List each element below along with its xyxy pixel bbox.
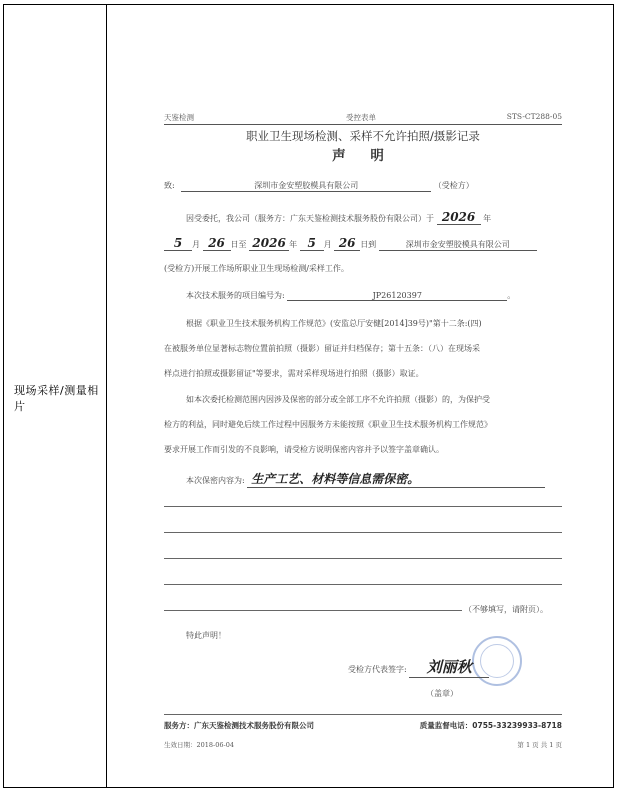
sign-label: 受检方代表签字: — [348, 665, 407, 674]
blank-line — [164, 532, 562, 533]
para2-company: 深圳市金安塑胶模具有限公司 — [379, 239, 537, 251]
header-left: 天鉴检测 — [164, 113, 194, 122]
secret-hand: 生产工艺、材料等信息需保密。 — [247, 470, 545, 488]
to-prefix: 致: — [164, 181, 175, 190]
attach-note: （不够填写，请附页）。 — [464, 605, 548, 614]
to-suffix: （受检方） — [433, 181, 474, 190]
declare: 特此声明！ — [186, 631, 226, 640]
para2 — [164, 236, 537, 251]
column-divider — [106, 5, 107, 787]
para3: (受检方)开展工作场所职业卫生现场检测/采样工作。 — [164, 264, 349, 273]
month2-hand: 5 — [300, 236, 324, 251]
para1 — [186, 210, 491, 225]
day1-unit: 日至 — [230, 240, 247, 249]
year-hand: 2026 — [437, 210, 481, 225]
month1-unit: 月 — [192, 240, 200, 249]
footer-provider: 服务方：广东天鉴检测技术服务股份有限公司 — [164, 721, 314, 730]
project-code-label: 本次技术服务的项目编号为: — [186, 291, 285, 300]
to-company: 深圳市金安塑胶模具有限公司 — [181, 180, 431, 192]
footer-effective-date: 生效日期：2018-06-04 — [164, 741, 234, 749]
day2-hand: 26 — [334, 236, 360, 251]
para4-end: 。 — [507, 291, 516, 300]
blank-line — [164, 584, 562, 585]
sign-row — [348, 656, 489, 678]
para9: 检方的利益，同时避免后续工作过程中因服务方未能按照《职业卫生技术服务机构工作规范》 — [164, 420, 492, 429]
header-center: 受控表单 — [346, 113, 376, 122]
doc-subtitle: 声 明 — [332, 148, 394, 164]
footer-phone: 质量监督电话：0755-33239933-8718 — [419, 721, 562, 730]
blank-line — [164, 558, 562, 559]
year2-hand: 2026 — [249, 236, 289, 251]
project-code: JP26120397 — [287, 291, 507, 301]
footer-page: 第 1 页 共 1 页 — [517, 741, 562, 749]
blank-line — [164, 506, 562, 507]
day2-unit: 日到 — [360, 240, 377, 249]
blank-line — [164, 610, 462, 611]
para10: 要求开展工作而引发的不良影响，请受检方说明保密内容并予以签字盖章确认。 — [164, 445, 444, 454]
secret-label: 本次保密内容为: — [186, 476, 245, 485]
para5: 根据《职业卫生技术服务机构工作规范》(安监总厅安健[2014]39号)"第十二条:(四) — [186, 319, 482, 328]
para7: 样点进行拍照或摄影留证"等要求，需对采样现场进行拍照（摄影）取证。 — [164, 369, 424, 378]
to-line — [164, 180, 474, 192]
para4 — [186, 290, 515, 301]
day1-hand: 26 — [203, 236, 231, 251]
year-unit: 年 — [483, 214, 492, 223]
year2-unit: 年 — [289, 240, 298, 249]
month2-unit: 月 — [323, 240, 332, 249]
header-right: STS-CT288-05 — [506, 112, 562, 121]
doc-title: 职业卫生现场检测、采样不允许拍照/摄影记录 — [246, 129, 480, 143]
row-label: 现场采样/测量相片 — [14, 384, 99, 413]
para11 — [186, 470, 562, 488]
month1-hand: 5 — [164, 236, 192, 251]
signature: 刘丽秋 — [409, 656, 489, 678]
doc-header — [164, 112, 562, 125]
para1-text: 因受委托，我公司（服务方：广东天鉴检测技术服务股份有限公司）于 — [186, 214, 434, 223]
seal-label: （盖章） — [426, 689, 458, 698]
footer-rule — [164, 714, 562, 715]
scanned-document — [164, 108, 562, 756]
para6: 在被服务单位显著标志物位置前拍照（摄影）留证并归档保存；第十五条：（八）在现场采 — [164, 344, 480, 353]
para8: 如本次委托检测范围内因涉及保密的部分或全部工序不允许拍照（摄影）的，为保护受 — [186, 395, 490, 404]
